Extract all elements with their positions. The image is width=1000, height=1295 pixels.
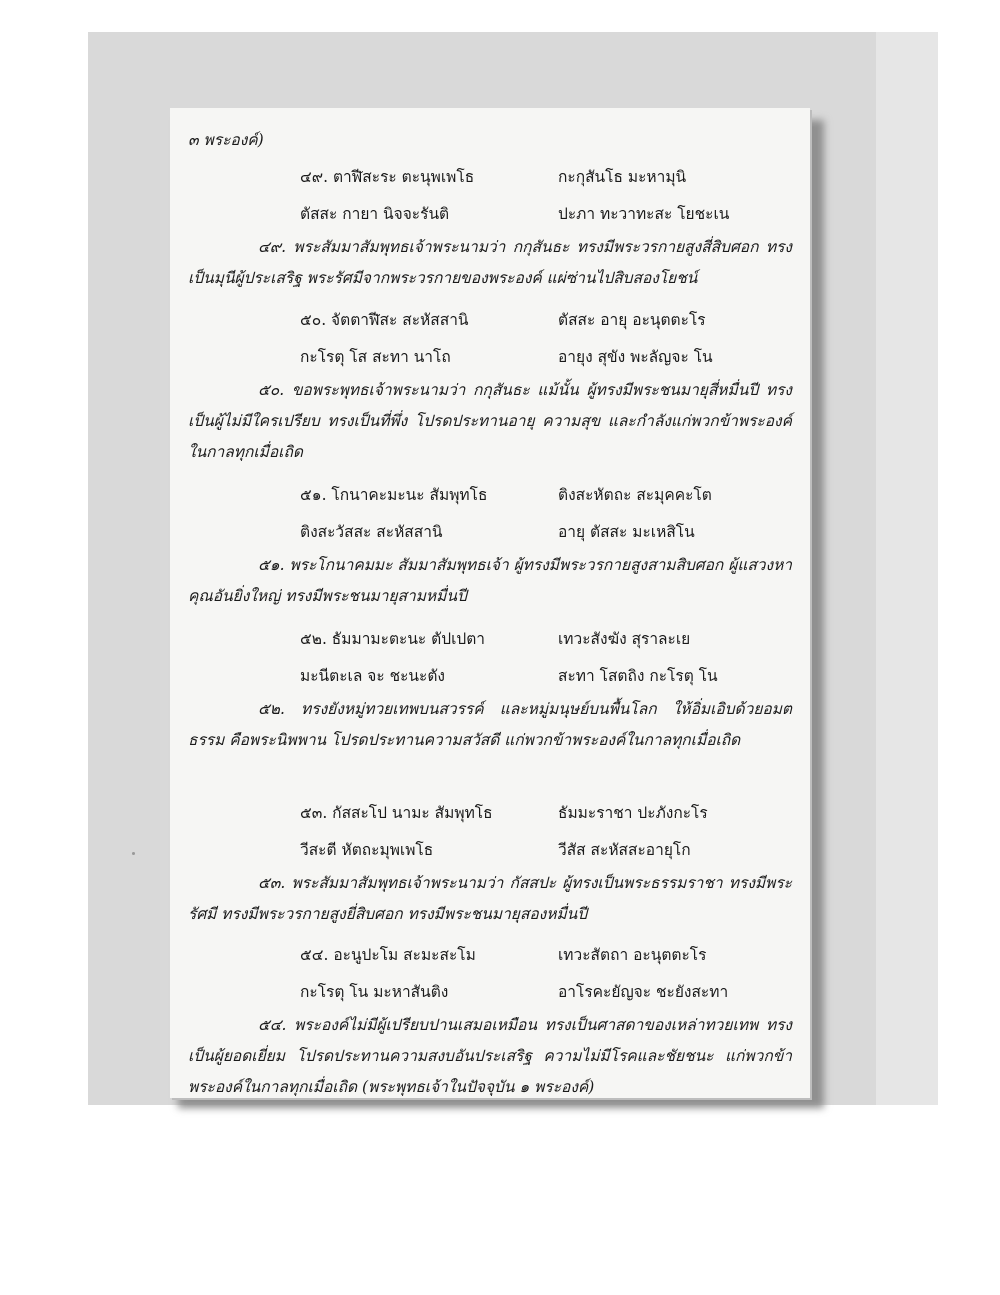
verse-line: กะโรตุ โส สะทา นาโถ: [300, 348, 451, 366]
translation-paragraph: [188, 550, 792, 612]
translation-paragraph: [188, 694, 792, 756]
translation-text: ๕๒. ทรงยังหมู่ทวยเทพบนสวรรค์ และหมู่มนุษย์บนพื้นโลก ให้อิ่มเอิบด้วยอมตธรรม คือพระนิพพาน โปรดประทานความสวัสดี แก่พวกข้าพระองค์ในกาลทุกเมื่อเถิด: [188, 700, 792, 749]
scan-speck: [132, 852, 135, 855]
verse-line: กะกุสันโธ มะหามุนิ: [558, 168, 687, 186]
translation-text: ๕๓. พระสัมมาสัมพุทธเจ้าพระนามว่า กัสสปะ ผู้ทรงเป็นพระธรรมราชา ทรงมีพระรัศมี ทรงมีพระวรกายสูงยี่สิบศอก ทรงมีพระชนมายุสองหมื่นปี: [188, 874, 792, 923]
translation-paragraph: [188, 375, 792, 468]
verse-line: อายุง สุขัง พะลัญจะ โน: [558, 348, 713, 366]
verse-line: ตัสสะ อายุ อะนุตตะโร: [558, 311, 706, 329]
verse-line: เทวะสัตถา อะนุตตะโร: [558, 946, 707, 964]
verse-line: อาโรคะยัญจะ ชะยังสะทา: [558, 983, 729, 1001]
verse-line: วีสัส สะหัสสะอายุโก: [558, 841, 691, 859]
translation-text: ๕๐. ขอพระพุทธเจ้าพระนามว่า กกุสันธะ แม้นั้น ผู้ทรงมีพระชนมายุสี่หมื่นปี ทรงเป็นผู้ไม่มีใครเปรียบ ทรงเป็นที่พึ่ง โปรดประทานอายุ ความสุข และกำลังแก่พวกข้าพระองค์ ในกาลทุกเมื่อเถิด: [188, 381, 792, 461]
verse-line: เทวะสังฆัง สุราละเย: [558, 630, 691, 648]
translation-paragraph: [188, 1010, 792, 1103]
verse-line: ๕๒. ธัมมามะตะนะ ตัปเปตา: [300, 630, 485, 648]
translation-paragraph: [188, 868, 792, 930]
verse-line: ๕๐. จัตตาฬีสะ สะหัสสานิ: [300, 311, 469, 329]
verse-line: สะทา โสตถิง กะโรตุ โน: [558, 667, 718, 685]
verse-line: ๕๑. โกนาคะมะนะ สัมพุทโธ: [300, 486, 488, 504]
verse-line: ปะภา ทะวาทะสะ โยชะเน: [558, 205, 730, 223]
book-page: [170, 108, 810, 1098]
verse-line: มะนีตะเล จะ ชะนะตัง: [300, 667, 445, 685]
verse-line: ๔๙. ตาฬีสะระ ตะนุพเพโธ: [300, 168, 475, 186]
verse-line: ธัมมะราชา ปะภังกะโร: [558, 804, 708, 822]
verse-line: วีสะตี หัตถะมุพเพโธ: [300, 841, 434, 859]
verse-line: กะโรตุ โน มะหาสันติง: [300, 983, 449, 1001]
verse-line: ตัสสะ กายา นิจจะรันติ: [300, 205, 450, 223]
translation-text: ๔๙. พระสัมมาสัมพุทธเจ้าพระนามว่า กกุสันธะ ทรงมีพระวรกายสูงสี่สิบศอก ทรงเป็นมุนีผู้ประเสริฐ พระรัศมีจากพระวรกายของพระองค์ แผ่ซ่านไปสิบสองโยชน์: [188, 238, 792, 287]
scan-edge: [876, 32, 938, 1105]
verse-line: ๕๔. อะนูปะโม สะมะสะโม: [300, 946, 476, 964]
translation-paragraph: [188, 232, 792, 294]
translation-text: ๕๑. พระโกนาคมมะ สัมมาสัมพุทธเจ้า ผู้ทรงมีพระวรกายสูงสามสิบศอก ผู้แสวงหาคุณอันยิ่งใหญ่ ทรงมีพระชนมายุสามหมื่นปี: [188, 556, 792, 605]
verse-line: อายุ ตัสสะ มะเหสิโน: [558, 523, 695, 541]
verse-line: ติงสะหัตถะ สะมุคคะโต: [558, 486, 712, 504]
page-header: ๓ พระองค์): [188, 131, 264, 149]
verse-line: ๕๓. กัสสะโป นามะ สัมพุทโธ: [300, 804, 493, 822]
translation-text: ๕๔. พระองค์ไม่มีผู้เปรียบปานเสมอเหมือน ทรงเป็นศาสดาของเหล่าทวยเทพ ทรงเป็นผู้ยอดเยี่ยม โปรดประทานความสงบอันประเสริฐ ความไม่มีโรคและชัยชนะ แก่พวกข้าพระองค์ในกาลทุกเมื่อเถิด (พระพุทธเจ้าในปัจจุบัน ๑ พระองค์): [188, 1016, 792, 1096]
verse-line: ติงสะวัสสะ สะหัสสานิ: [300, 523, 443, 541]
